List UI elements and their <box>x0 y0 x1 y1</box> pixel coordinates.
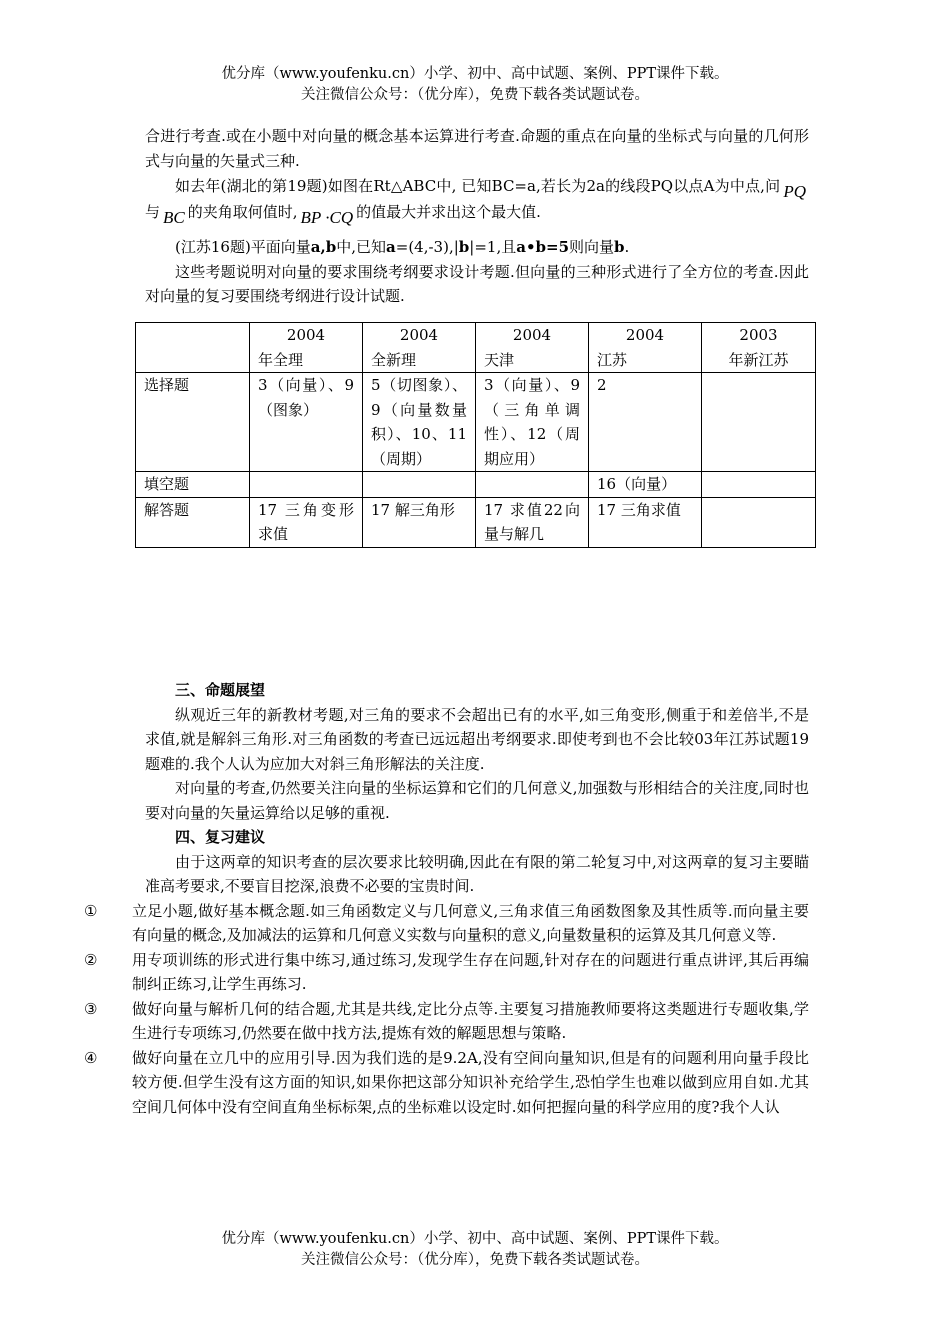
footer-line-1: 优分库（www.youfenku.cn）小学、初中、高中试题、案例、PPT课件下载。 <box>221 1231 729 1247</box>
intro-paragraph-1: 合进行考查.或在小题中对向量的概念基本运算进行考查.命题的重点在向量的坐标式与向量的几何形式与向量的矢量式三种. <box>145 127 809 170</box>
section-3-title: 三、命题展望 <box>175 681 266 699</box>
intro-section <box>145 124 809 309</box>
page-header <box>0 64 950 106</box>
header-year: 2003 <box>739 326 778 344</box>
table-cell: 3（向量）、9（图象） <box>250 373 363 472</box>
p3-text-f: . <box>624 238 630 256</box>
table-cell: 17 求值22向量与解几 <box>476 497 589 547</box>
table-header-cell <box>589 323 702 373</box>
list-item <box>42 899 809 948</box>
header-year: 2004 <box>286 326 326 344</box>
outlook-and-advice-section <box>84 678 809 1119</box>
header-year: 2004 <box>512 326 552 344</box>
page-footer <box>0 1229 950 1271</box>
table-header-cell <box>476 323 589 373</box>
table-cell <box>702 497 816 547</box>
table-cell <box>476 472 589 498</box>
header-name: 年新江苏 <box>728 350 789 369</box>
intro-paragraph-3 <box>145 235 809 260</box>
list-number: ④ <box>84 1048 98 1067</box>
p3-bold-b: b <box>458 238 470 256</box>
row-label: 选择题 <box>136 373 250 472</box>
list-text: 做好向量在立几中的应用引导.因为我们选的是9.2A,没有空间向量知识,但是有的问题利用向量手段比较方便.但学生没有这方面的知识,如果你把这部分知识补充给学生,恐怕学生也难以做到应用自如.尤其空间几何体中没有空间直角坐标标架,点的坐标难以设定时.如何把握向量的科学应用的度?我个人认 <box>132 1048 809 1116</box>
table-cell: 16（向量） <box>589 472 702 498</box>
table-header-row <box>136 323 816 373</box>
table-cell: 5（切图象）、9（向量数量积）、10、11（周期） <box>363 373 476 472</box>
p3-text-a: (江苏16题)平面向量 <box>175 238 311 256</box>
table-cell <box>702 472 816 498</box>
p2-text-d: 的值最大并求出这个最大值. <box>356 203 541 221</box>
table-cell: 17 三角求值 <box>589 497 702 547</box>
table-cell: 3（向量）、9（三角单调性）、12（周期应用） <box>476 373 589 472</box>
intro-paragraph-2 <box>145 173 809 225</box>
list-item <box>42 948 809 997</box>
p3-text-c: =(4,-3),| <box>395 238 459 256</box>
table-row <box>136 472 816 498</box>
p3-bold-dot: a•b=5 <box>516 238 570 256</box>
table-header-cell <box>702 323 816 373</box>
p3-text-b: 中,已知 <box>336 238 387 256</box>
vector-bc: BC <box>163 208 185 227</box>
header-line-1: 优分库（www.youfenku.cn）小学、初中、高中试题、案例、PPT课件下载。 <box>221 66 729 82</box>
table-cell: 17 解三角形 <box>363 497 476 547</box>
table-row <box>136 373 816 472</box>
header-line-2: 关注微信公众号：（优分库），免费下载各类试题试卷。 <box>301 87 649 103</box>
p3-text-d: |=1,且 <box>469 238 517 256</box>
table-header-cell <box>363 323 476 373</box>
header-year: 2004 <box>625 326 665 344</box>
table-header-cell <box>250 323 363 373</box>
section-3-paragraph-1: 纵观近三年的新教材考题,对三角的要求不会超出已有的水平,如三角变形,侧重于和差倍半,不是求值,就是解斜三角形.对三角函数的考查已远远超出考纲要求.即使考到也不会比较03年江苏试题19题难的.我个人认为应加大对斜三角形解法的关注度. <box>145 705 809 773</box>
header-name: 全新理 <box>371 350 417 369</box>
header-year: 2004 <box>399 326 439 344</box>
p3-bold-a: a <box>386 238 396 256</box>
vector-pq: PQ <box>783 182 806 201</box>
exam-topic-table <box>135 322 816 548</box>
table-cell: 2 <box>589 373 702 472</box>
list-item <box>42 997 809 1046</box>
row-label: 填空题 <box>136 472 250 498</box>
p3-bold-ab: a,b <box>310 238 337 256</box>
p2-text-b: 与 <box>145 203 161 221</box>
p3-bold-b2: b <box>614 238 625 256</box>
p2-text-c: 的夹角取何值时, <box>187 203 298 221</box>
section-3-paragraph-2: 对向量的考查,仍然要关注向量的坐标运算和它们的几何意义,加强数与形相结合的关注度,同时也要对向量的矢量运算给以足够的重视. <box>145 779 809 822</box>
header-name: 江苏 <box>597 350 628 369</box>
list-item <box>42 1046 809 1120</box>
table-cell <box>702 373 816 472</box>
table-cell <box>363 472 476 498</box>
intro-paragraph-4: 这些考题说明对向量的要求围绕考纲要求设计考题.但向量的三种形式进行了全方位的考查.因此对向量的复习要围绕考纲进行设计试题. <box>145 262 809 305</box>
header-name: 年全理 <box>258 350 304 369</box>
table-cell <box>250 472 363 498</box>
table-row <box>136 497 816 547</box>
list-number: ① <box>84 901 98 920</box>
header-name: 天津 <box>484 350 515 369</box>
list-text: 用专项训练的形式进行集中练习,通过练习,发现学生存在问题,针对存在的问题进行重点讲评,其后再编制纠正练习,让学生再练习. <box>132 950 809 993</box>
table-cell: 17 三角变形求值 <box>250 497 363 547</box>
p3-text-e: 则向量 <box>569 238 615 256</box>
section-4-paragraph-1: 由于这两章的知识考查的层次要求比较明确,因此在有限的第二轮复习中,对这两章的复习主要瞄准高考要求,不要盲目挖深,浪费不必要的宝贵时间. <box>145 852 809 895</box>
list-number: ② <box>84 950 98 969</box>
vector-bp-cq: BP ·CQ <box>300 208 354 227</box>
footer-line-2: 关注微信公众号：（优分库），免费下载各类试题试卷。 <box>301 1252 649 1268</box>
p2-text-a: 如去年(湖北的第19题)如图在Rt△ABC中, 已知BC=a,若长为2a的线段PQ以点A为中点,问 <box>175 177 781 195</box>
list-text: 立足小题,做好基本概念题.如三角函数定义与几何意义,三角求值三角函数图象及其性质等.而向量主要有向量的概念,及加减法的运算和几何意义实数与向量积的意义,向量数量积的运算及其几何意义等. <box>132 901 809 944</box>
table-corner-cell <box>136 323 250 373</box>
list-text: 做好向量与解析几何的结合题,尤其是共线,定比分点等.主要复习措施教师要将这类题进行专题收集,学生进行专项练习,仍然要在做中找方法,提炼有效的解题思想与策略. <box>132 999 809 1042</box>
list-number: ③ <box>84 999 98 1018</box>
section-4-title: 四、复习建议 <box>175 828 266 846</box>
row-label: 解答题 <box>136 497 250 547</box>
